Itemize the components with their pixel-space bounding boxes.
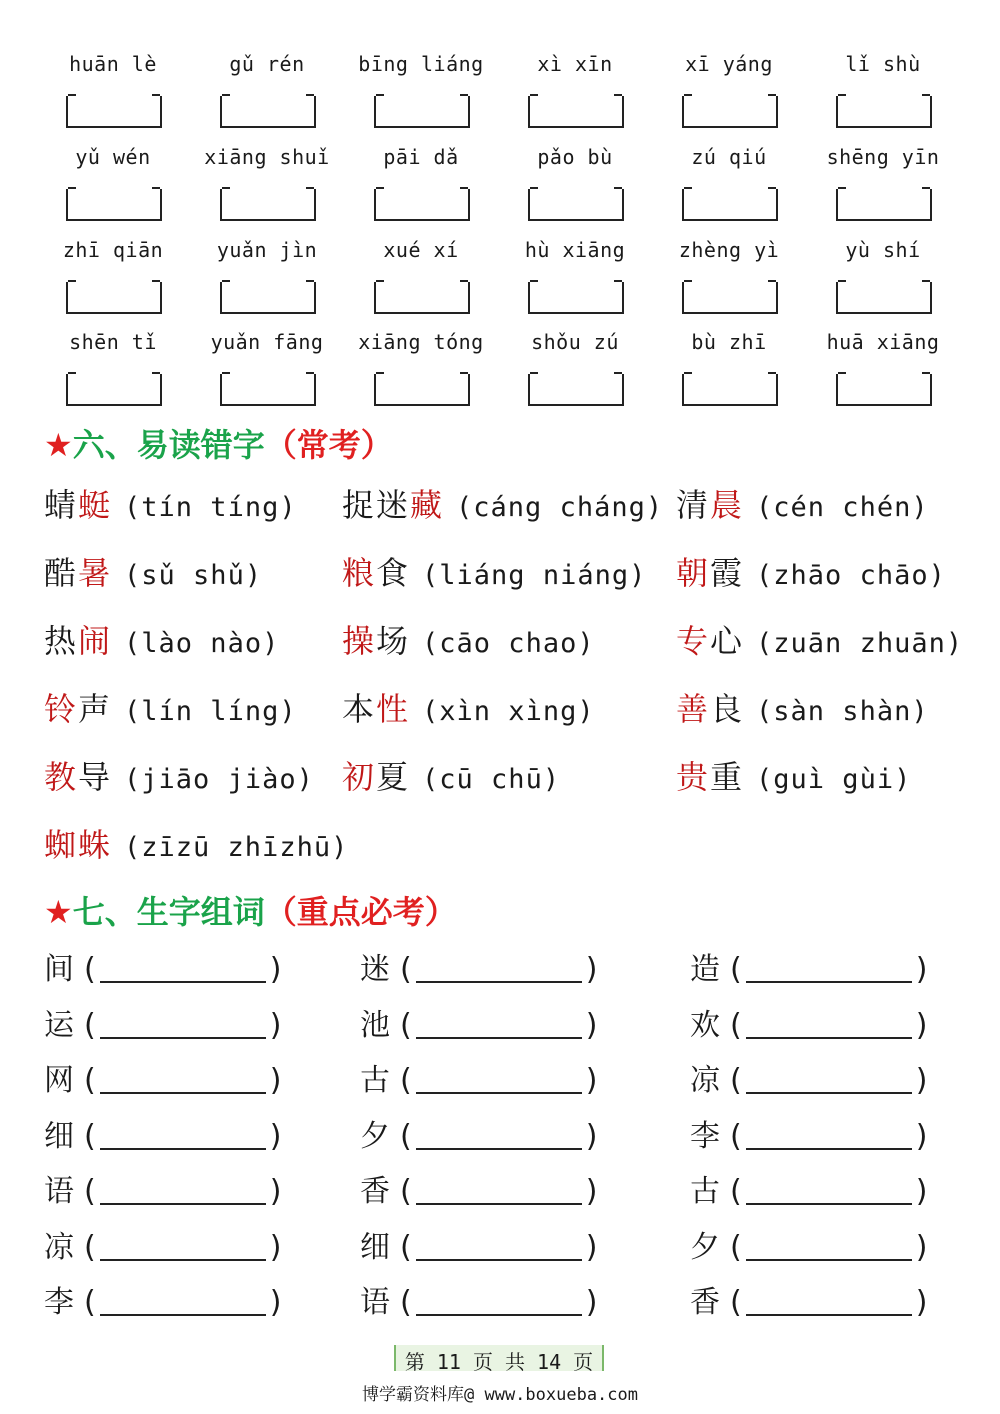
answer-box[interactable] [836,189,932,221]
pinyin-prompt: xī yáng [685,52,773,76]
open-paren: ( [730,1063,742,1098]
target-character: 细 [360,1230,390,1265]
word-char: 重 [710,758,745,796]
close-paren: ) [915,1063,928,1098]
misread-word [676,622,744,660]
highlighted-char: 操 [342,622,377,660]
section-7-title-text: 七、生字组词 [72,893,265,931]
answer-blank[interactable] [416,1118,582,1150]
pinyin-prompt: yuǎn jìn [216,238,318,262]
section-6-title [44,420,393,466]
word-building-item [44,1055,281,1099]
word-char: 本 [342,690,377,728]
answer-box[interactable] [374,96,470,128]
pinyin-choices[interactable]: (cāo chao) [422,628,595,659]
answer-blank[interactable] [746,951,912,983]
open-paren: ( [400,1008,412,1043]
close-paren: ) [269,1174,282,1209]
pinyin-prompt: pǎo bù [537,145,613,169]
answer-blank[interactable] [100,1284,266,1316]
word-char: 霞 [710,554,745,592]
answer-box[interactable] [374,189,470,221]
target-character: 细 [44,1119,74,1154]
word-char: 导 [78,758,113,796]
section-7-title [44,887,457,933]
answer-box[interactable] [66,96,162,128]
pinyin-prompt: xiāng shuǐ [204,145,330,169]
answer-blank[interactable] [416,1229,582,1261]
pinyin-prompt: zhèng yì [678,238,780,262]
answer-box[interactable] [374,374,470,406]
answer-blank[interactable] [746,1062,912,1094]
answer-blank[interactable] [416,1007,582,1039]
open-paren: ( [730,1119,742,1154]
misread-item [44,616,279,662]
close-paren: ) [585,952,598,987]
word-char: 夏 [376,758,411,796]
answer-blank[interactable] [746,1229,912,1261]
pinyin-prompt: shēn tǐ [69,330,157,354]
highlighted-char: 晨 [710,486,745,524]
misread-word [44,622,112,660]
pinyin-prompt: xiāng tóng [358,330,484,354]
word-building-item [44,1166,281,1210]
answer-box[interactable] [836,96,932,128]
misread-item [676,548,946,594]
close-paren: ) [269,1008,282,1043]
answer-box[interactable] [66,374,162,406]
answer-box[interactable] [220,282,316,314]
highlighted-char: 初 [342,758,377,796]
misread-item [676,684,929,730]
word-char: 捉迷 [342,486,411,524]
misread-word [342,554,410,592]
answer-blank[interactable] [100,1229,266,1261]
open-paren: ( [400,1063,412,1098]
pinyin-choices[interactable]: (cáng cháng) [456,492,664,523]
pinyin-choices[interactable]: (zuān zhuān) [756,628,964,659]
pinyin-prompt: shǒu zú [531,330,619,354]
star-icon: ★ [44,893,73,931]
misread-word [44,554,112,592]
highlighted-char: 蜓 [78,486,113,524]
misread-item [342,752,560,798]
misread-item [44,548,262,594]
word-char: 声 [78,690,113,728]
misread-word [342,486,444,524]
pinyin-choices[interactable]: (zhāo chāo) [756,560,946,591]
close-paren: ) [915,952,928,987]
open-paren: ( [400,1285,412,1320]
answer-blank[interactable] [416,951,582,983]
star-icon: ★ [44,426,73,464]
answer-box[interactable] [66,282,162,314]
pinyin-prompt: huān lè [69,52,157,76]
target-character: 夕 [360,1119,390,1154]
misread-item [676,480,929,526]
misread-item [44,752,314,798]
pinyin-prompt: lǐ shù [845,52,921,76]
open-paren: ( [84,1174,96,1209]
pinyin-prompt: yù shí [845,238,921,262]
answer-box[interactable] [66,189,162,221]
word-building-item [44,944,281,988]
close-paren: ) [915,1008,928,1043]
answer-box[interactable] [836,374,932,406]
pinyin-choices[interactable]: (lào nào) [124,628,280,659]
answer-box[interactable] [220,374,316,406]
target-character: 夕 [690,1230,720,1265]
target-character: 迷 [360,952,390,987]
target-character: 间 [44,952,74,987]
pinyin-choices[interactable]: (sàn shàn) [756,696,929,727]
answer-blank[interactable] [100,1062,266,1094]
word-building-item [690,1166,927,1210]
answer-blank[interactable] [100,1173,266,1205]
highlighted-char: 铃 [44,690,79,728]
misread-item [342,684,595,730]
open-paren: ( [730,1174,742,1209]
pinyin-prompt: xué xí [383,238,459,262]
misread-word [676,554,744,592]
word-building-item [690,1000,927,1044]
target-character: 网 [44,1063,74,1098]
highlighted-char: 善 [676,690,711,728]
pinyin-choices[interactable]: (lín líng) [124,696,297,727]
word-building-item [44,1111,281,1155]
word-char: 食 [376,554,411,592]
pinyin-choices[interactable]: (liáng niáng) [422,560,647,591]
misread-item [676,752,911,798]
answer-box[interactable] [682,189,778,221]
word-building-item [360,1277,597,1321]
misread-item [342,548,646,594]
watermark: 博学霸资料库@ www.boxueba.com [362,1385,638,1405]
answer-box[interactable] [682,282,778,314]
answer-box[interactable] [528,96,624,128]
close-paren: ) [585,1285,598,1320]
close-paren: ) [585,1230,598,1265]
close-paren: ) [269,1285,282,1320]
pinyin-choices[interactable]: (cū chū) [422,764,561,795]
section-6-tag: （常考） [264,426,393,464]
highlighted-char: 朝 [676,554,711,592]
answer-blank[interactable] [416,1062,582,1094]
answer-box[interactable] [528,189,624,221]
pinyin-prompt: bīng liáng [358,52,484,76]
pinyin-choices[interactable]: (cén chén) [756,492,929,523]
misread-word [44,690,112,728]
close-paren: ) [915,1230,928,1265]
section-6-title-text: 六、易读错字 [72,426,265,464]
word-building-item [690,1277,927,1321]
page-number: 第 11 页 共 14 页 [394,1345,604,1371]
target-character: 李 [44,1285,74,1320]
open-paren: ( [400,1174,412,1209]
word-char: 心 [710,622,745,660]
misread-word [342,758,410,796]
misread-word [676,690,744,728]
word-building-item [690,1055,927,1099]
target-character: 造 [690,952,720,987]
pinyin-prompt: gǔ rén [229,52,305,76]
highlighted-char: 粮 [342,554,377,592]
word-char: 场 [376,622,411,660]
answer-blank[interactable] [746,1284,912,1316]
close-paren: ) [269,1230,282,1265]
answer-blank[interactable] [746,1118,912,1150]
pinyin-choices[interactable]: (xìn xìng) [422,696,595,727]
pinyin-choices[interactable]: (guì gùi) [756,764,912,795]
target-character: 香 [360,1174,390,1209]
word-char: 良 [710,690,745,728]
highlighted-char: 蜘蛛 [44,826,113,864]
section-7-tag: （重点必考） [264,893,457,931]
close-paren: ) [585,1119,598,1154]
pinyin-choices[interactable]: (tín tíng) [124,492,297,523]
open-paren: ( [400,1230,412,1265]
target-character: 香 [690,1285,720,1320]
answer-blank[interactable] [100,1118,266,1150]
close-paren: ) [915,1285,928,1320]
answer-blank[interactable] [100,1007,266,1039]
answer-blank[interactable] [416,1284,582,1316]
misread-item [342,616,595,662]
pinyin-prompt: yǔ wén [75,145,151,169]
open-paren: ( [400,952,412,987]
answer-blank[interactable] [746,1173,912,1205]
close-paren: ) [585,1008,598,1043]
word-char: 酷 [44,554,79,592]
open-paren: ( [730,952,742,987]
open-paren: ( [730,1230,742,1265]
pinyin-prompt: yuǎn fāng [210,330,324,354]
close-paren: ) [915,1174,928,1209]
answer-box[interactable] [374,282,470,314]
target-character: 欢 [690,1008,720,1043]
word-building-item [360,1166,597,1210]
pinyin-choices[interactable]: (jiāo jiào) [124,764,314,795]
open-paren: ( [84,1063,96,1098]
close-paren: ) [269,1063,282,1098]
word-building-item [360,1055,597,1099]
word-building-item [690,1111,927,1155]
misread-word [44,758,112,796]
pinyin-choices[interactable]: (sǔ shǔ) [124,560,263,591]
word-char: 热 [44,622,79,660]
highlighted-char: 暑 [78,554,113,592]
open-paren: ( [84,1230,96,1265]
misread-item [44,684,297,730]
target-character: 凉 [690,1063,720,1098]
target-character: 池 [360,1008,390,1043]
open-paren: ( [400,1119,412,1154]
highlighted-char: 闹 [78,622,113,660]
misread-word [676,486,744,524]
answer-box[interactable] [836,282,932,314]
misread-word [676,758,744,796]
misread-item [44,480,297,526]
pinyin-prompt: shēng yīn [826,145,940,169]
open-paren: ( [730,1285,742,1320]
word-char: 蜻 [44,486,79,524]
answer-box[interactable] [682,96,778,128]
word-building-item [360,1222,597,1266]
open-paren: ( [84,1008,96,1043]
answer-box[interactable] [220,189,316,221]
pinyin-prompt: huā xiāng [826,330,940,354]
misread-word [44,826,112,864]
open-paren: ( [84,952,96,987]
misread-word [342,622,410,660]
answer-box[interactable] [528,282,624,314]
open-paren: ( [730,1008,742,1043]
target-character: 古 [690,1174,720,1209]
close-paren: ) [269,1119,282,1154]
answer-blank[interactable] [746,1007,912,1039]
pinyin-prompt: pāi dǎ [383,145,459,169]
open-paren: ( [84,1285,96,1320]
target-character: 运 [44,1008,74,1043]
word-char: 清 [676,486,711,524]
word-building-item [44,1000,281,1044]
target-character: 语 [360,1285,390,1320]
target-character: 古 [360,1063,390,1098]
word-building-item [360,1000,597,1044]
highlighted-char: 藏 [410,486,445,524]
word-building-item [690,1222,927,1266]
answer-box[interactable] [220,96,316,128]
highlighted-char: 性 [376,690,411,728]
close-paren: ) [915,1119,928,1154]
answer-blank[interactable] [100,951,266,983]
answer-blank[interactable] [416,1173,582,1205]
highlighted-char: 教 [44,758,79,796]
target-character: 语 [44,1174,74,1209]
pinyin-choices[interactable]: (zīzū zhīzhū) [124,832,349,863]
pinyin-prompt: hù xiāng [524,238,626,262]
misread-item [676,616,963,662]
word-building-item [44,1277,281,1321]
answer-box[interactable] [528,374,624,406]
pinyin-prompt: zhī qiān [62,238,164,262]
target-character: 李 [690,1119,720,1154]
close-paren: ) [269,952,282,987]
highlighted-char: 专 [676,622,711,660]
misread-item [44,820,348,866]
target-character: 凉 [44,1230,74,1265]
word-building-item [360,944,597,988]
misread-word [342,690,410,728]
misread-item [342,480,663,526]
word-building-item [360,1111,597,1155]
word-building-item [44,1222,281,1266]
pinyin-prompt: zú qiú [691,145,767,169]
open-paren: ( [84,1119,96,1154]
close-paren: ) [585,1063,598,1098]
misread-word [44,486,112,524]
pinyin-prompt: bù zhī [691,330,767,354]
answer-box[interactable] [682,374,778,406]
close-paren: ) [585,1174,598,1209]
word-building-item [690,944,927,988]
pinyin-prompt: xì xīn [537,52,613,76]
highlighted-char: 贵 [676,758,711,796]
